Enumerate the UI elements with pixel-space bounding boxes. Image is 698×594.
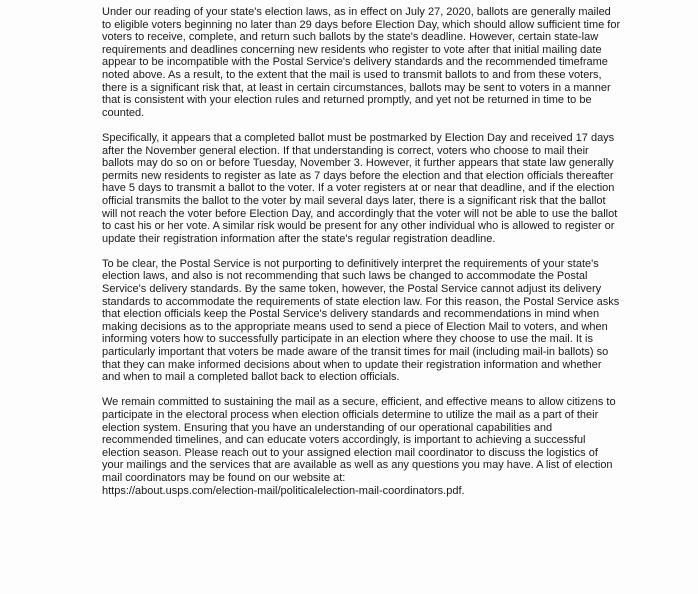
paragraph-postmark-deadline: Specifically, it appears that a completed ballot must be postmarked by Election Day and received 17 days after the November general election. If that understanding is correct, voters who choose to mail their ballots may do so on or before Tuesday, November 3. However, it further appears that state law generally permits new residents to register as late as 7 days before the election and that election officials thereafter have 5 days to transmit a ballot to the voter. If a voter registers at or near that deadline, and if the election official transmits the ballot to the voter by mail several days later, there is a significant risk that the ballot will not reach the voter before Election Day, and accordingly that the voter will not be able to use the ballot to cast his or her vote. A similar risk would be present for any other individual who is allowed to register or update their registration information after the state's regular registration deadline. bbox=[102, 131, 618, 245]
letter-body bbox=[102, 6, 622, 497]
paragraph-ballot-timing: Under our reading of your state's election laws, as in effect on July 27, 2020, ballots are generally mailed to eligible voters beginning no later than 29 days before Election Day, which should allow sufficient time for voters to receive, complete, and return such ballots by the state's deadline. However, certain state-law requirements and deadlines concerning new residents who register to vote after that initial mailing date appear to be incompatible with the Postal Service's delivery standards and the recommended timeframe noted above. As a result, to the extent that the mail is used to transmit ballots to and from these voters, there is a significant risk that, at least in certain circumstances, ballots may be sent to voters in a manner that is consistent with your election rules and returned promptly, and yet not be returned in time to be counted. bbox=[102, 6, 621, 119]
paragraph-commitment-text: We remain committed to sustaining the mail as a secure, efficient, and effective means to allow citizens to participate in the electoral process when election officials determine to utilize the mail as a part of their election system. Ensuring that you have an understanding of our operational capabilities and recommended timelines, and can educate voters accordingly, is important to achieving a successful election season. Please reach out to your assigned election mail coordinator to discuss the logistics of your mailings and the services that are available as well as any questions you may have. A list of election mail coordinators may be found on our website at: bbox=[102, 396, 616, 484]
coordinators-url: https://about.usps.com/election-mail/politicalelection-mail-coordinators.pdf. bbox=[102, 484, 465, 497]
paragraph-commitment bbox=[102, 396, 622, 497]
paragraph-delivery-standards: To be clear, the Postal Service is not purporting to definitively interpret the requirements of your state's election laws, and also is not recommending that such laws be changed to accommodate the Postal Service's delivery standards. By the same token, however, the Postal Service cannot adjust its delivery standards to accommodate the requirements of state election law. For this reason, the Postal Service asks that election officials keep the Postal Service's delivery standards and recommendations in mind when making decisions as to the appropriate means used to send a piece of Election Mail to voters, and when informing voters how to successfully participate in an election where they choose to use the mail. It is particularly important that voters be made aware of the transit times for mail (including mail-in ballots) so that they can make informed decisions about when to update their registration information and whether and when to mail a completed ballot back to election officials. bbox=[102, 257, 620, 384]
